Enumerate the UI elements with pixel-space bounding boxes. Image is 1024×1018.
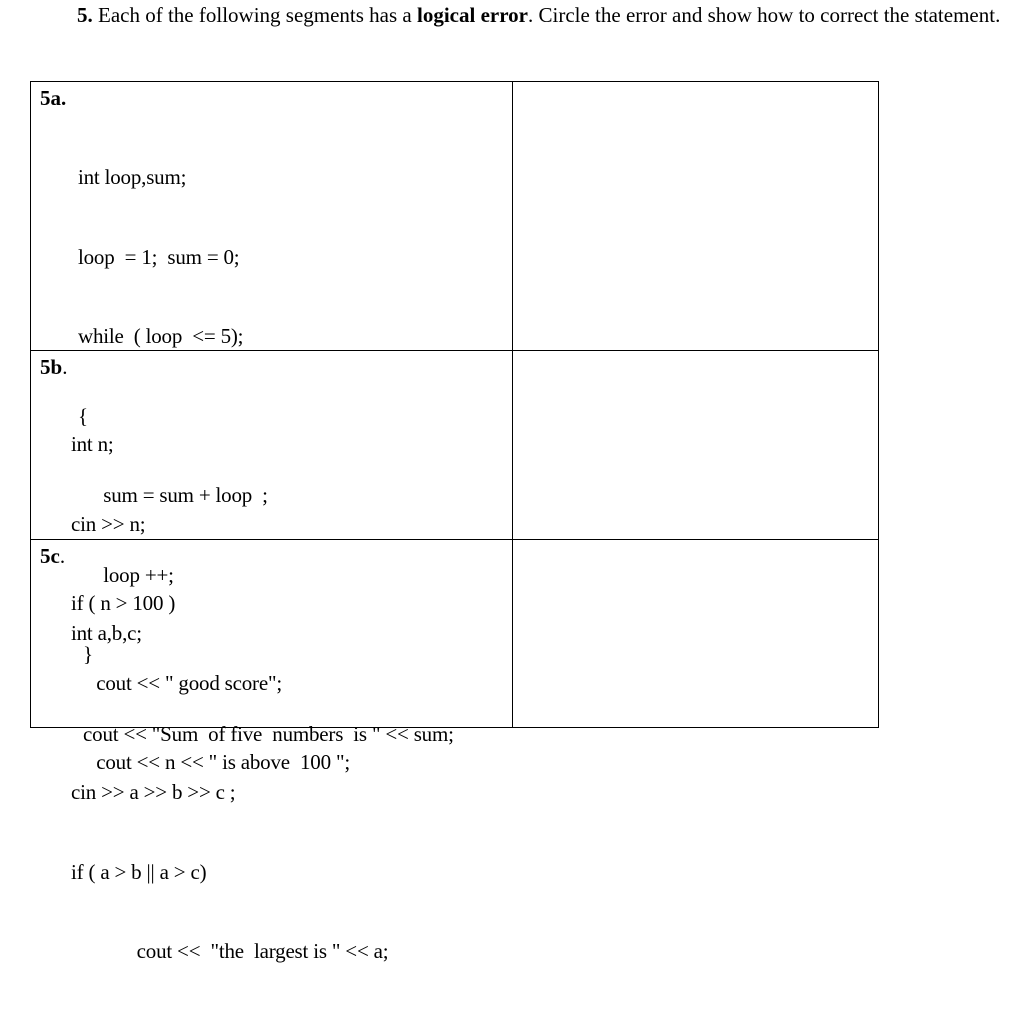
- problem-table: [30, 81, 879, 963]
- code-line: cout << "the largest is " << a;: [71, 939, 389, 963]
- code-block-5c: [71, 567, 388, 1018]
- code-line: loop ++;: [78, 562, 174, 587]
- question-text-before: Each of the following segments has a: [92, 3, 417, 27]
- code-line: int n;: [71, 432, 114, 456]
- question-emphasis: logical error: [417, 3, 528, 27]
- code-line: if ( a > b || a > c): [71, 859, 207, 884]
- answer-box-5c[interactable]: [513, 540, 879, 728]
- code-line: cin >> n;: [71, 511, 146, 536]
- question-instructions: [77, 2, 1007, 29]
- code-line: cout << "Sum of five numbers is " << sum;: [78, 721, 454, 746]
- code-line: int loop,sum;: [78, 165, 187, 189]
- problem-row-5b: [31, 351, 879, 540]
- code-line: cout << n << " is above 100 ";: [71, 750, 350, 774]
- code-line: loop = 1; sum = 0;: [78, 244, 240, 269]
- problem-row-5c: [31, 540, 879, 728]
- code-line: if ( n > 100 ): [71, 591, 176, 615]
- code-line: sum = sum + loop ;: [78, 483, 268, 507]
- question-text-after: . Circle the error and show how to correct the statement.: [527, 3, 1001, 27]
- problem-label-5c: 5c.: [40, 544, 66, 568]
- answer-box-5a[interactable]: [513, 82, 879, 351]
- problem-row-5a: [31, 82, 879, 351]
- code-line: {: [78, 403, 88, 428]
- code-line: }: [78, 642, 93, 666]
- problem-label-5b: 5b.: [40, 355, 68, 379]
- code-line: [71, 700, 388, 727]
- answer-box-5b[interactable]: [513, 351, 879, 540]
- question-number: 5.: [77, 3, 93, 27]
- code-line: cout << " good score";: [71, 670, 282, 695]
- problem-label-5a: 5a.: [40, 86, 67, 110]
- code-line: int a,b,c;: [71, 621, 142, 645]
- code-line: while ( loop <= 5);: [78, 324, 244, 348]
- code-line: cin >> a >> b >> c ;: [71, 780, 236, 804]
